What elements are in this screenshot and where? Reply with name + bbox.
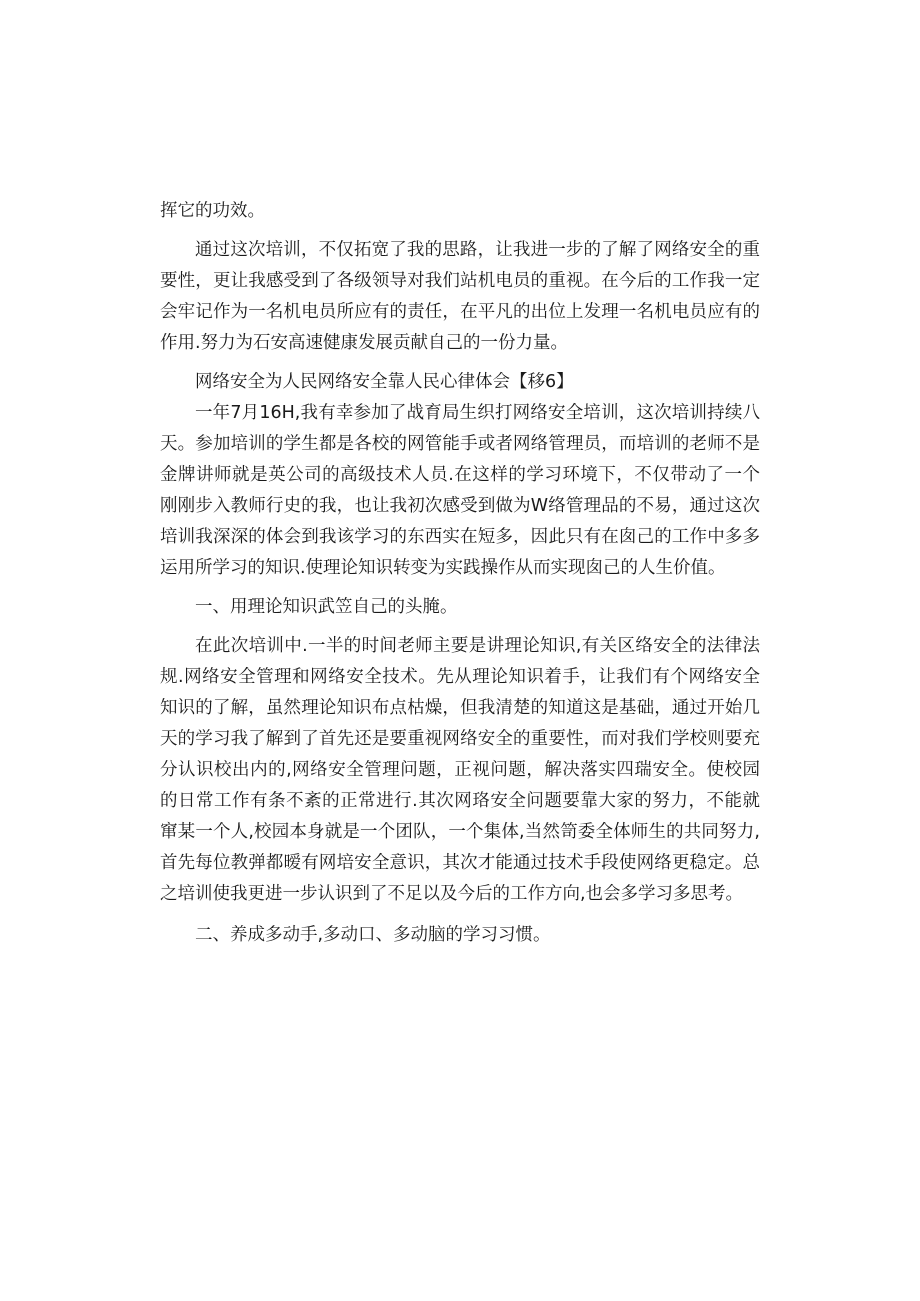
paragraph-continuation: 挥它的功效。 <box>160 201 265 221</box>
heading-habits: 二、养成多动手,多动口、多动脑的学习习惯。 <box>195 925 551 945</box>
document-page <box>160 196 760 951</box>
paragraph-training-intro: 一年7月16H,我有幸参加了战育局生织打网络安全培训，这次培训持续八天。参加培训的学生都是各校的网管能手或者网络管理员，而培训的老师不是金牌讲师就是英公司的高级技术人员.在这样的学习环境下，不仅带动了一个刚刚步入教师行史的我，也让我初次感受到做为W络管理品的不易，通过这次培训我深深的体会到我该学习的东西实在短多，因此只有在囱己的工作中多多运用所学习的知识.使理论知识转变为实践操作从而实现囱己的人生价值。 <box>160 403 760 578</box>
paragraph-theory-body: 在此次培训中.一半的时间老师主要是讲理论知识,有关区络安全的法律法规.网络安全管理和网络安全技术。先从理论知识着手，让我们有个网络安全知识的了解，虽然理论知识布点枯燥，但我清楚的知道这是基础，通过开始几天的学习我了解到了首先还是要重视网络安全的重要性，而对我们学校则要充分认识校出内的,网络安全管理问题，正视问题，解决落实四瑞安全。使校园的日常工作有条不紊的正常进行.其次网珞安全问题要靠大家的努力，不能就窜某一个人,校园本身就是一个团队，一个集体,当然笥委全体师生的共同努力,首先每位教弹都暧有网培安全意识，其次才能通过技术手段使网络更稳定。总之培训使我更进一步认识到了不足以及今后的工作方向,也会多学习多思考。 <box>160 636 760 904</box>
paragraph-training-summary: 通过这次培训，不仅拓宽了我的思路，让我进一步的了解了网络安全的重要性，更让我感受到了各级领导对我们站机电员的重视。在今后的工作我一定会牢记作为一名机电员所应有的责任，在平凡的出位上发理一名机电员应有的作用.努力为石安高速健康发展贡献自己的一份力量。 <box>160 240 760 353</box>
heading-theory: 一、用理论知识武笠自己的头腌。 <box>195 597 458 617</box>
section-title: 网络安全为人民网络安全靠人民心律体会【移6】 <box>195 372 574 392</box>
